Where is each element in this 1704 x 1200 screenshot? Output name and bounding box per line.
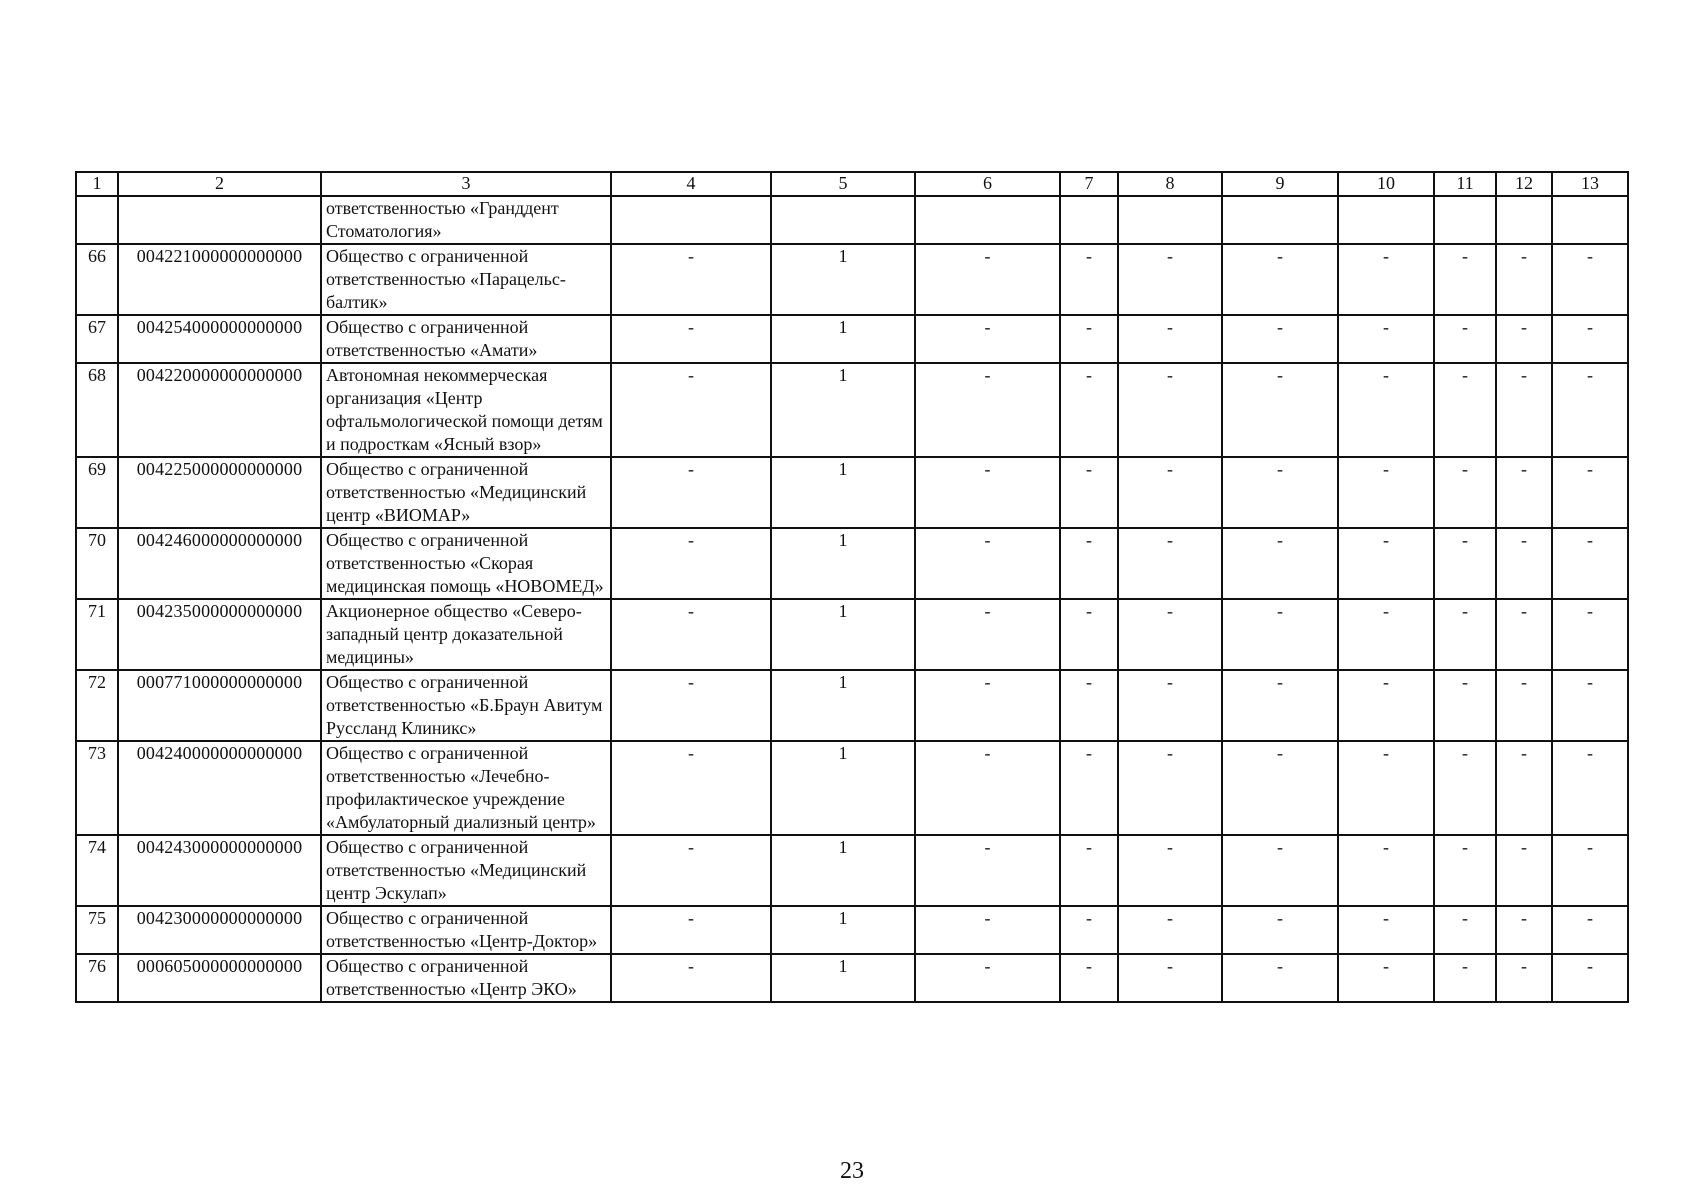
value-cell: 1 xyxy=(771,599,915,670)
value-cell: - xyxy=(915,835,1060,906)
value-cell: - xyxy=(1060,906,1118,954)
value-cell: - xyxy=(915,599,1060,670)
value-cell: - xyxy=(611,528,771,599)
registry-code: 004225000000000000 xyxy=(118,457,321,528)
value-cell: - xyxy=(1338,954,1434,1002)
value-cell: - xyxy=(1434,835,1496,906)
value-cell: - xyxy=(1222,906,1338,954)
value-cell: - xyxy=(915,457,1060,528)
value-cell: - xyxy=(1060,599,1118,670)
value-cell: - xyxy=(1222,457,1338,528)
value-cell xyxy=(915,196,1060,244)
value-cell: - xyxy=(1060,244,1118,315)
value-cell: - xyxy=(611,670,771,741)
row-number: 75 xyxy=(76,906,118,954)
value-cell: - xyxy=(1060,835,1118,906)
value-cell: - xyxy=(1434,906,1496,954)
value-cell: - xyxy=(1552,741,1628,835)
value-cell: - xyxy=(1222,244,1338,315)
value-cell: - xyxy=(1496,457,1552,528)
value-cell: - xyxy=(1552,457,1628,528)
registry-code xyxy=(118,196,321,244)
value-cell: - xyxy=(1118,670,1222,741)
registry-code: 004240000000000000 xyxy=(118,741,321,835)
value-cell: - xyxy=(1338,528,1434,599)
organization-name: Акционерное общество «Северо-западный центр доказательной медицины» xyxy=(321,599,611,670)
table-row xyxy=(76,196,1628,244)
value-cell: - xyxy=(1552,670,1628,741)
table-row xyxy=(76,528,1628,599)
header-cell: 10 xyxy=(1338,172,1434,196)
value-cell: - xyxy=(1060,315,1118,363)
value-cell: - xyxy=(1222,315,1338,363)
value-cell: - xyxy=(1222,363,1338,457)
value-cell: - xyxy=(1496,528,1552,599)
organization-name: Общество с ограниченной ответственностью «Скорая медицинская помощь «НОВОМЕД» xyxy=(321,528,611,599)
row-number: 70 xyxy=(76,528,118,599)
value-cell: 1 xyxy=(771,670,915,741)
value-cell xyxy=(611,196,771,244)
row-number: 76 xyxy=(76,954,118,1002)
header-cell: 11 xyxy=(1434,172,1496,196)
value-cell: - xyxy=(1496,954,1552,1002)
value-cell: - xyxy=(915,528,1060,599)
organization-name: ответственностью «Гранддент Стоматология» xyxy=(321,196,611,244)
value-cell: - xyxy=(1060,528,1118,599)
row-number: 73 xyxy=(76,741,118,835)
value-cell: 1 xyxy=(771,363,915,457)
value-cell: - xyxy=(1434,741,1496,835)
value-cell: - xyxy=(1118,315,1222,363)
value-cell: - xyxy=(915,363,1060,457)
value-cell: - xyxy=(1496,315,1552,363)
value-cell: 1 xyxy=(771,457,915,528)
table-row xyxy=(76,906,1628,954)
value-cell: 1 xyxy=(771,315,915,363)
table-row xyxy=(76,670,1628,741)
value-cell: - xyxy=(915,315,1060,363)
organization-name: Общество с ограниченной ответственностью «Медицинский центр Эскулап» xyxy=(321,835,611,906)
value-cell: - xyxy=(611,835,771,906)
value-cell: - xyxy=(1496,363,1552,457)
organization-name: Общество с ограниченной ответственностью «Парацельс-балтик» xyxy=(321,244,611,315)
value-cell: - xyxy=(1552,906,1628,954)
row-number: 72 xyxy=(76,670,118,741)
organization-name: Общество с ограниченной ответственностью «Центр ЭКО» xyxy=(321,954,611,1002)
registry-code: 004246000000000000 xyxy=(118,528,321,599)
row-number: 66 xyxy=(76,244,118,315)
value-cell: - xyxy=(611,315,771,363)
registry-code: 004220000000000000 xyxy=(118,363,321,457)
organization-name: Общество с ограниченной ответственностью «Центр-Доктор» xyxy=(321,906,611,954)
registry-code: 004221000000000000 xyxy=(118,244,321,315)
value-cell: - xyxy=(1434,599,1496,670)
registry-code: 004243000000000000 xyxy=(118,835,321,906)
header-cell: 9 xyxy=(1222,172,1338,196)
value-cell: - xyxy=(915,244,1060,315)
value-cell: - xyxy=(915,670,1060,741)
value-cell: - xyxy=(1338,244,1434,315)
value-cell: - xyxy=(1434,670,1496,741)
value-cell: - xyxy=(1338,315,1434,363)
table-row xyxy=(76,457,1628,528)
value-cell: - xyxy=(1118,244,1222,315)
page-number: 23 xyxy=(840,1158,864,1184)
value-cell: - xyxy=(611,741,771,835)
value-cell: - xyxy=(1118,599,1222,670)
organization-name: Общество с ограниченной ответственностью «Амати» xyxy=(321,315,611,363)
row-number: 71 xyxy=(76,599,118,670)
value-cell: 1 xyxy=(771,906,915,954)
value-cell: - xyxy=(1118,457,1222,528)
header-cell: 3 xyxy=(321,172,611,196)
value-cell: - xyxy=(1434,363,1496,457)
registry-code: 004254000000000000 xyxy=(118,315,321,363)
registry-table xyxy=(75,171,1629,1003)
value-cell: - xyxy=(1338,363,1434,457)
value-cell: - xyxy=(611,457,771,528)
value-cell: - xyxy=(611,954,771,1002)
value-cell: 1 xyxy=(771,835,915,906)
value-cell: - xyxy=(1552,599,1628,670)
value-cell: - xyxy=(1060,670,1118,741)
value-cell: - xyxy=(611,244,771,315)
value-cell: - xyxy=(915,741,1060,835)
value-cell xyxy=(1338,196,1434,244)
value-cell: - xyxy=(1552,363,1628,457)
value-cell: - xyxy=(915,954,1060,1002)
value-cell: - xyxy=(1496,835,1552,906)
value-cell xyxy=(1552,196,1628,244)
organization-name: Автономная некоммерческая организация «Центр офтальмологической помощи детям и подросткам «Ясный взор» xyxy=(321,363,611,457)
row-number: 67 xyxy=(76,315,118,363)
row-number: 69 xyxy=(76,457,118,528)
value-cell: - xyxy=(1496,244,1552,315)
value-cell: - xyxy=(1222,528,1338,599)
value-cell: - xyxy=(1118,954,1222,1002)
header-cell: 2 xyxy=(118,172,321,196)
table-row xyxy=(76,244,1628,315)
value-cell: - xyxy=(1338,741,1434,835)
value-cell: 1 xyxy=(771,741,915,835)
value-cell: - xyxy=(1434,457,1496,528)
value-cell xyxy=(1496,196,1552,244)
value-cell: - xyxy=(1552,954,1628,1002)
value-cell: - xyxy=(1434,244,1496,315)
row-number: 74 xyxy=(76,835,118,906)
organization-name: Общество с ограниченной ответственностью «Б.Браун Авитум Руссланд Клиникс» xyxy=(321,670,611,741)
registry-code: 000605000000000000 xyxy=(118,954,321,1002)
table-row xyxy=(76,599,1628,670)
registry-code: 004235000000000000 xyxy=(118,599,321,670)
value-cell: - xyxy=(1118,835,1222,906)
value-cell: 1 xyxy=(771,528,915,599)
value-cell: - xyxy=(1338,906,1434,954)
header-cell: 8 xyxy=(1118,172,1222,196)
value-cell: - xyxy=(1222,670,1338,741)
value-cell: - xyxy=(1496,741,1552,835)
value-cell: - xyxy=(1434,954,1496,1002)
value-cell: - xyxy=(1434,315,1496,363)
table-row xyxy=(76,954,1628,1002)
header-cell: 6 xyxy=(915,172,1060,196)
value-cell: 1 xyxy=(771,244,915,315)
value-cell xyxy=(1222,196,1338,244)
value-cell: - xyxy=(1338,599,1434,670)
value-cell xyxy=(1118,196,1222,244)
value-cell: - xyxy=(1552,835,1628,906)
value-cell: - xyxy=(1434,528,1496,599)
header-cell: 4 xyxy=(611,172,771,196)
value-cell: - xyxy=(1552,528,1628,599)
value-cell: - xyxy=(1496,906,1552,954)
value-cell: - xyxy=(1496,670,1552,741)
value-cell: - xyxy=(1338,670,1434,741)
table-row xyxy=(76,363,1628,457)
organization-name: Общество с ограниченной ответственностью «Лечебно-профилактическое учреждение «Амбулаторный диализный центр» xyxy=(321,741,611,835)
table-row xyxy=(76,741,1628,835)
table-body xyxy=(76,196,1628,1002)
value-cell: - xyxy=(1496,599,1552,670)
value-cell: - xyxy=(1222,835,1338,906)
value-cell: - xyxy=(1552,244,1628,315)
header-cell: 1 xyxy=(76,172,118,196)
table-row xyxy=(76,315,1628,363)
value-cell: - xyxy=(1222,741,1338,835)
value-cell: - xyxy=(1118,906,1222,954)
value-cell: - xyxy=(1118,363,1222,457)
value-cell: - xyxy=(611,906,771,954)
value-cell: - xyxy=(1222,599,1338,670)
header-cell: 13 xyxy=(1552,172,1628,196)
header-cell: 5 xyxy=(771,172,915,196)
registry-code: 000771000000000000 xyxy=(118,670,321,741)
value-cell: - xyxy=(1118,528,1222,599)
organization-name: Общество с ограниченной ответственностью «Медицинский центр «ВИОМАР» xyxy=(321,457,611,528)
header-cell: 7 xyxy=(1060,172,1118,196)
value-cell: - xyxy=(1060,363,1118,457)
value-cell: - xyxy=(1060,954,1118,1002)
value-cell: - xyxy=(1222,954,1338,1002)
value-cell: - xyxy=(1060,741,1118,835)
value-cell xyxy=(1434,196,1496,244)
header-row xyxy=(76,172,1628,196)
value-cell: - xyxy=(611,363,771,457)
header-cell: 12 xyxy=(1496,172,1552,196)
value-cell: - xyxy=(915,906,1060,954)
value-cell xyxy=(1060,196,1118,244)
value-cell: - xyxy=(611,599,771,670)
value-cell: - xyxy=(1338,835,1434,906)
value-cell: - xyxy=(1060,457,1118,528)
value-cell: - xyxy=(1338,457,1434,528)
table-row xyxy=(76,835,1628,906)
registry-code: 004230000000000000 xyxy=(118,906,321,954)
row-number: 68 xyxy=(76,363,118,457)
value-cell: 1 xyxy=(771,954,915,1002)
value-cell xyxy=(771,196,915,244)
row-number xyxy=(76,196,118,244)
value-cell: - xyxy=(1118,741,1222,835)
value-cell: - xyxy=(1552,315,1628,363)
